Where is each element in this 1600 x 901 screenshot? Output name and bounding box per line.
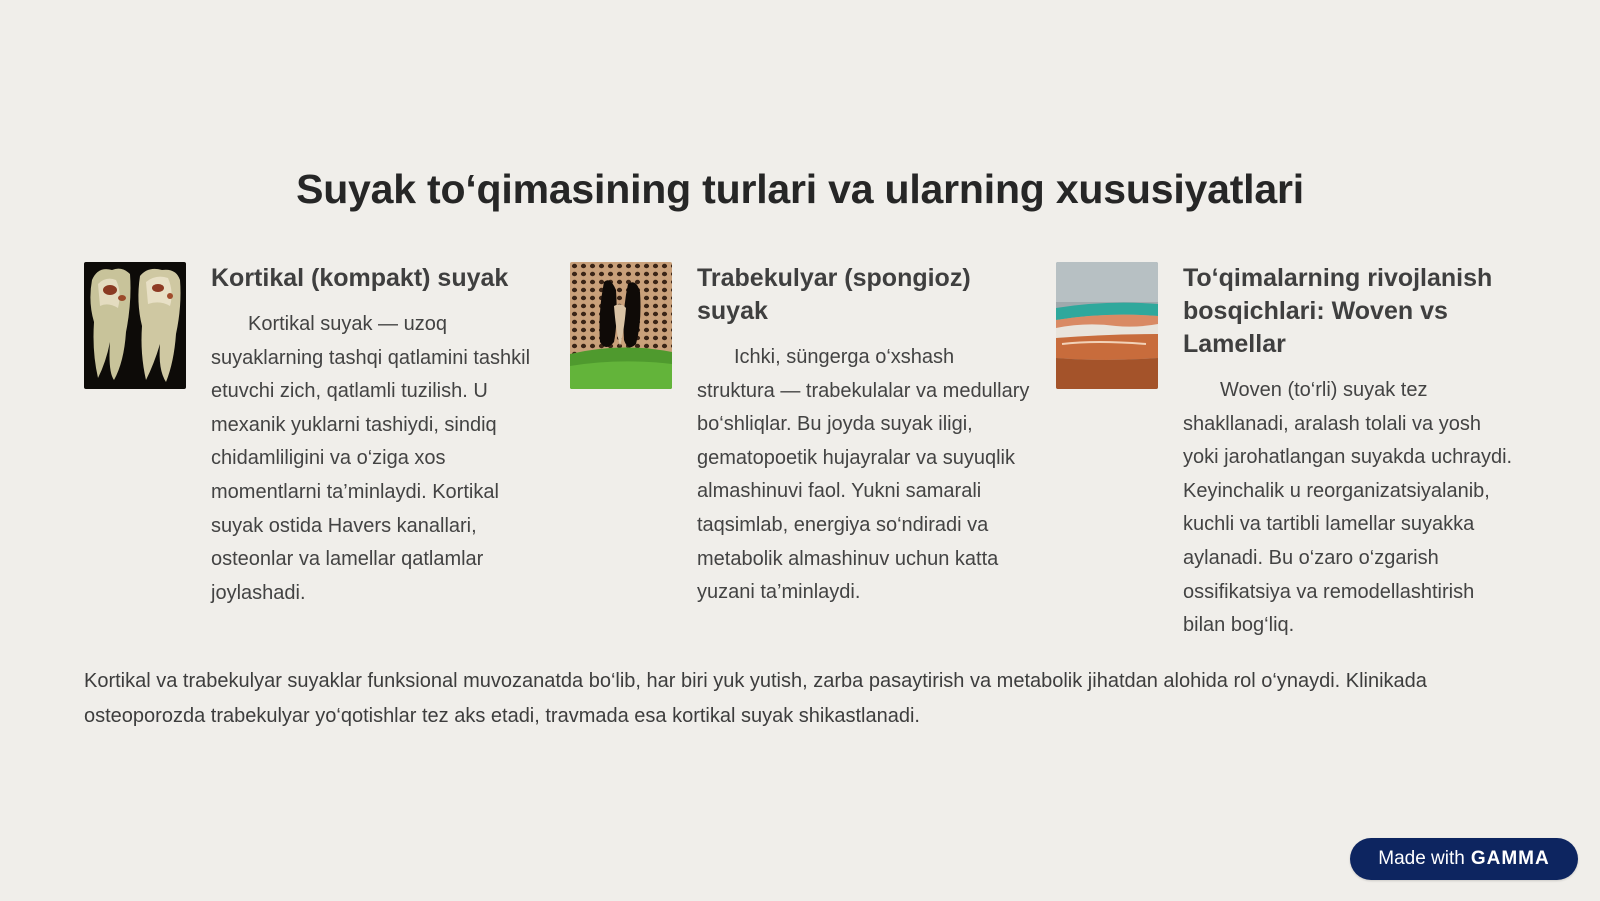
card-heading: Kortikal (kompakt) suyak — [211, 264, 509, 292]
card-heading: Trabekulyar (spongioz) suyak — [697, 264, 971, 325]
card-text: Kortikal suyak — uzoq suyaklarning tashqi qatlamini tashkil etuvchi zich, qatlamli tuzilish. U mexanik yuklarni tashiydi, sindiq chidamliligini va o‘ziga xos momentlarni ta’minlaydi. Kortikal suyak ostida Havers kanallari, osteonlar va lamellar qatlamlar joylashadi. — [211, 313, 531, 604]
badge-prefix: Made with — [1378, 848, 1465, 869]
made-with-gamma-button[interactable] — [1350, 838, 1578, 880]
tissue-layers-image — [1056, 262, 1158, 389]
molar-teeth-image — [84, 262, 186, 389]
slide-title: Suyak to‘qimasining turlari va ularning xususiyatlari — [296, 166, 1304, 212]
card-text: Woven (to‘rli) suyak tez shakllanadi, aralash tolali va yosh yoki jarohatlangan suyakda uchraydi. Keyinchalik u reorganizatsiyalanib, kuchli va tartibli lamellar suyakka aylanadi. Bu o‘zaro o‘zgarish ossifikatsiya va remodellashtirish bilan bog‘liq. — [1183, 379, 1513, 637]
card-heading: To‘qimalarning rivojlanish bosqichlari: Woven vs Lamellar — [1183, 264, 1493, 358]
summary-text: Kortikal va trabekulyar suyaklar funksional muvozanatda bo‘lib, har biri yuk yutish, zarba pasaytirish va metabolik jihatdan alohida rol o‘ynaydi. Klinikada osteoporozda trabekulyar yo‘qotishlar tez aks etadi, travmada esa kortikal suyak shikastlanadi. — [84, 670, 1427, 727]
card-body — [211, 262, 546, 610]
card-text: Ichki, süngerga o‘xshash struktura — trabekulalar va medullary bo‘shliqlar. Bu joyda suyak iligi, gematopoetik hujayralar va suyuqlik almashinuvi faol. Yukni samarali taqsimlab, energiya so‘ndiradi va metabolik almashinuv uchun katta yuzani ta’minlaydi. — [697, 346, 1030, 604]
card-body — [1183, 262, 1518, 643]
spongy-texture-image — [570, 262, 672, 389]
gamma-logo: GAMMA — [1470, 848, 1550, 869]
card-body — [697, 262, 1032, 610]
